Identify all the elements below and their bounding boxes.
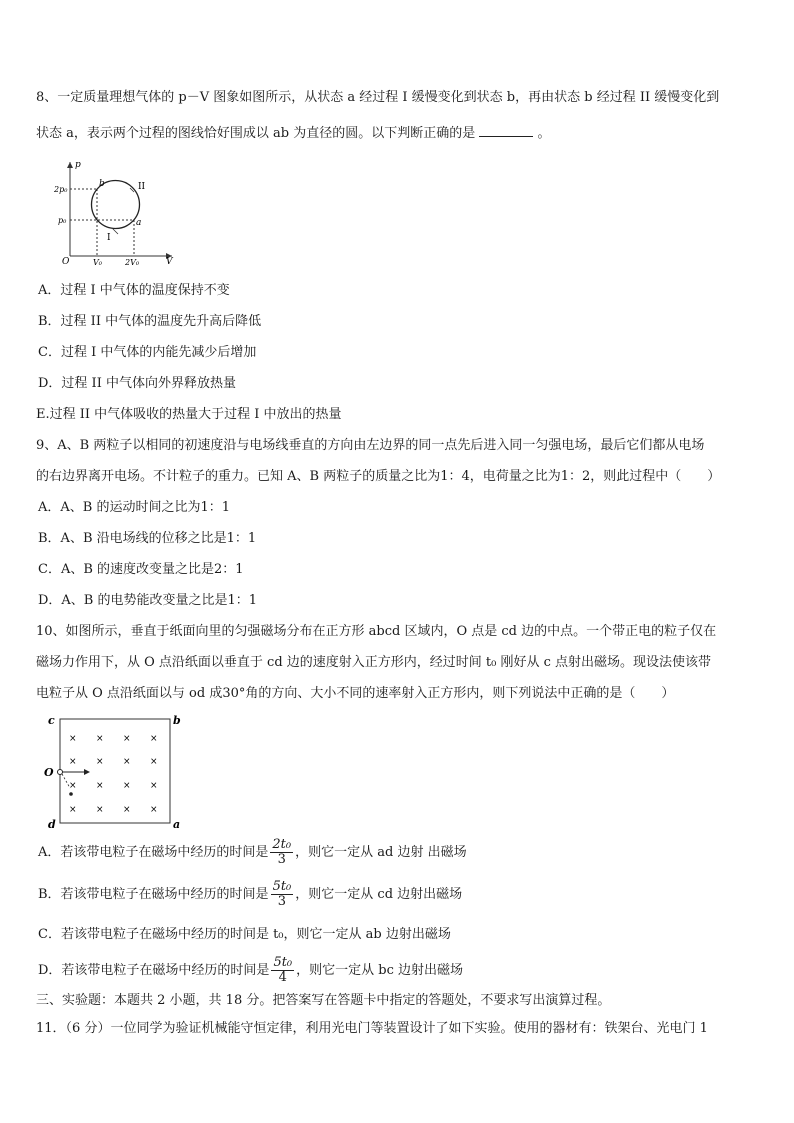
q9-stem-line2: 的右边界离开电场。不计粒子的重力。已知 A、B 两粒子的质量之比为1：4，电荷量之比为1：2，则此过程中（ ）: [36, 469, 721, 484]
q10-option-b-post: ，则它一定从 cd 边射出磁场: [295, 887, 463, 902]
q10-option-c: C．若该带电粒子在磁场中经历的时间是 t₀，则它一定从 ab 边射出磁场: [38, 927, 451, 942]
q8-pv-diagram: [52, 156, 182, 266]
q10-stem-line3: 电粒子从 O 点沿纸面以与 od 成30°角的方向、大小不同的速率射入正方形内，则下列说法中正确的是（ ）: [36, 686, 675, 701]
q10-option-a-post: ，则它一定从 ad 边射 出磁场: [295, 845, 467, 860]
field-cross: ×: [150, 781, 158, 791]
q10-option-d-pre: D．若该带电粒子在磁场中经历的时间是: [38, 963, 270, 978]
q10-option-d-post: ，则它一定从 bc 边射出磁场: [296, 963, 464, 978]
particle-dot: [69, 792, 73, 796]
fraction-denominator: 3: [277, 894, 287, 909]
field-cross: ×: [150, 734, 158, 744]
field-cross: ×: [69, 781, 77, 791]
vertex-d: d: [48, 818, 56, 831]
field-cross: ×: [96, 734, 104, 744]
fraction-2t0-over-3: [270, 838, 293, 867]
process-II-label: II: [138, 182, 146, 192]
p-axis-label: p: [75, 160, 81, 170]
field-cross: ×: [150, 757, 158, 767]
q9-option-c: C．A、B 的速度改变量之比是2：1: [38, 562, 244, 577]
fraction-denominator: 3: [277, 852, 286, 867]
point-a-label: a: [136, 218, 142, 228]
fraction-denominator: 4: [278, 970, 287, 985]
field-cross: ×: [123, 781, 131, 791]
fraction-numerator: 5t₀: [273, 955, 293, 970]
fraction-numerator: 5t₀: [272, 879, 292, 894]
q10-magnetic-field-diagram: [40, 712, 190, 832]
fraction-numerator: 2t₀: [272, 837, 292, 852]
q10-option-a: [38, 838, 467, 867]
tick-2p0: 2p₀: [54, 185, 68, 194]
section-3-heading: 三、实验题：本题共 2 小题，共 18 分。把答案写在答题卡中指定的答题处，不要求写出演算过程。: [36, 993, 611, 1008]
field-cross: ×: [69, 734, 77, 744]
q10-option-b-pre: B．若该带电粒子在磁场中经历的时间是: [38, 887, 269, 902]
vertex-c: c: [48, 714, 55, 727]
q8-option-b: B．过程 II 中气体的温度先升高后降低: [38, 314, 262, 329]
point-O: O: [44, 766, 54, 779]
q8-option-a: A．过程 I 中气体的温度保持不变: [38, 283, 230, 298]
field-crosses: [69, 734, 158, 815]
velocity-arrowhead: [84, 769, 90, 775]
answer-blank: [479, 124, 533, 137]
tick-2v0: 2V₀: [125, 258, 140, 266]
p-axis-arrow: [67, 162, 73, 168]
field-cross: ×: [123, 757, 131, 767]
q9-option-b: B．A、B 沿电场线的位移之比是1：1: [38, 531, 257, 546]
field-cross: ×: [69, 757, 77, 767]
vertex-a: a: [173, 818, 181, 831]
tick-p0: p₀: [58, 216, 67, 225]
origin-label: O: [62, 257, 70, 266]
q8-option-c: C．过程 I 中气体的内能先减少后增加: [38, 345, 257, 360]
q8-option-d: D．过程 II 中气体向外界释放热量: [38, 376, 236, 391]
tick-v0: V₀: [93, 258, 102, 266]
fraction-5t0-over-3: [271, 880, 294, 909]
q8-option-e: E.过程 II 中气体吸收的热量大于过程 I 中放出的热量: [36, 407, 342, 422]
q8-stem-line2-end: 。: [537, 126, 551, 141]
field-cross: ×: [123, 734, 131, 744]
fraction-5t0-over-4: [271, 956, 294, 985]
field-cross: ×: [150, 805, 158, 815]
q10-option-b: [38, 880, 462, 909]
vertex-b: b: [173, 714, 181, 727]
q10-option-a-pre: A．若该带电粒子在磁场中经历的时间是: [38, 845, 269, 860]
field-cross: ×: [123, 805, 131, 815]
q8-stem-line2-text: 状态 a，表示两个过程的图线恰好围成以 ab 为直径的圆。以下判断正确的是: [36, 126, 476, 141]
field-cross: ×: [96, 805, 104, 815]
v-axis-label: V: [166, 257, 173, 266]
q9-stem-line1: 9、A、B 两粒子以相同的初速度沿与电场线垂直的方向由左边界的同一点先后进入同一匀强电场，最后它们都从电场: [36, 438, 705, 453]
field-cross: ×: [96, 757, 104, 767]
process-I-label: I: [107, 233, 111, 243]
q9-option-d: D．A、B 的电势能改变量之比是1：1: [38, 593, 258, 608]
q9-option-a: A．A、B 的运动时间之比为1：1: [38, 500, 231, 515]
q10-stem-line2: 磁场力作用下，从 O 点沿纸面以垂直于 cd 边的速度射入正方形内，经过时间 t₀ 刚好从 c 点射出磁场。现设法使该带: [36, 655, 712, 670]
q10-stem-line1: 10、如图所示，垂直于纸面向里的匀强磁场分布在正方形 abcd 区域内，O 点是 cd 边的中点。一个带正电的粒子仅在: [36, 624, 717, 639]
field-cross: ×: [96, 781, 104, 791]
q10-option-d: [38, 956, 463, 985]
field-cross: ×: [69, 805, 77, 815]
q8-stem-line1: 8、一定质量理想气体的 p－V 图象如图所示，从状态 a 经过程 I 缓慢变化到状态 b，再由状态 b 经过程 II 缓慢变化到: [36, 90, 720, 105]
point-b-label: b: [99, 179, 105, 189]
q11-stem: 11．（6 分）一位同学为验证机械能守恒定律，利用光电门等装置设计了如下实验。使用的器材有：铁架台、光电门 1: [36, 1021, 708, 1036]
entry-point: [58, 770, 63, 775]
q8-stem-line2: [36, 124, 551, 143]
